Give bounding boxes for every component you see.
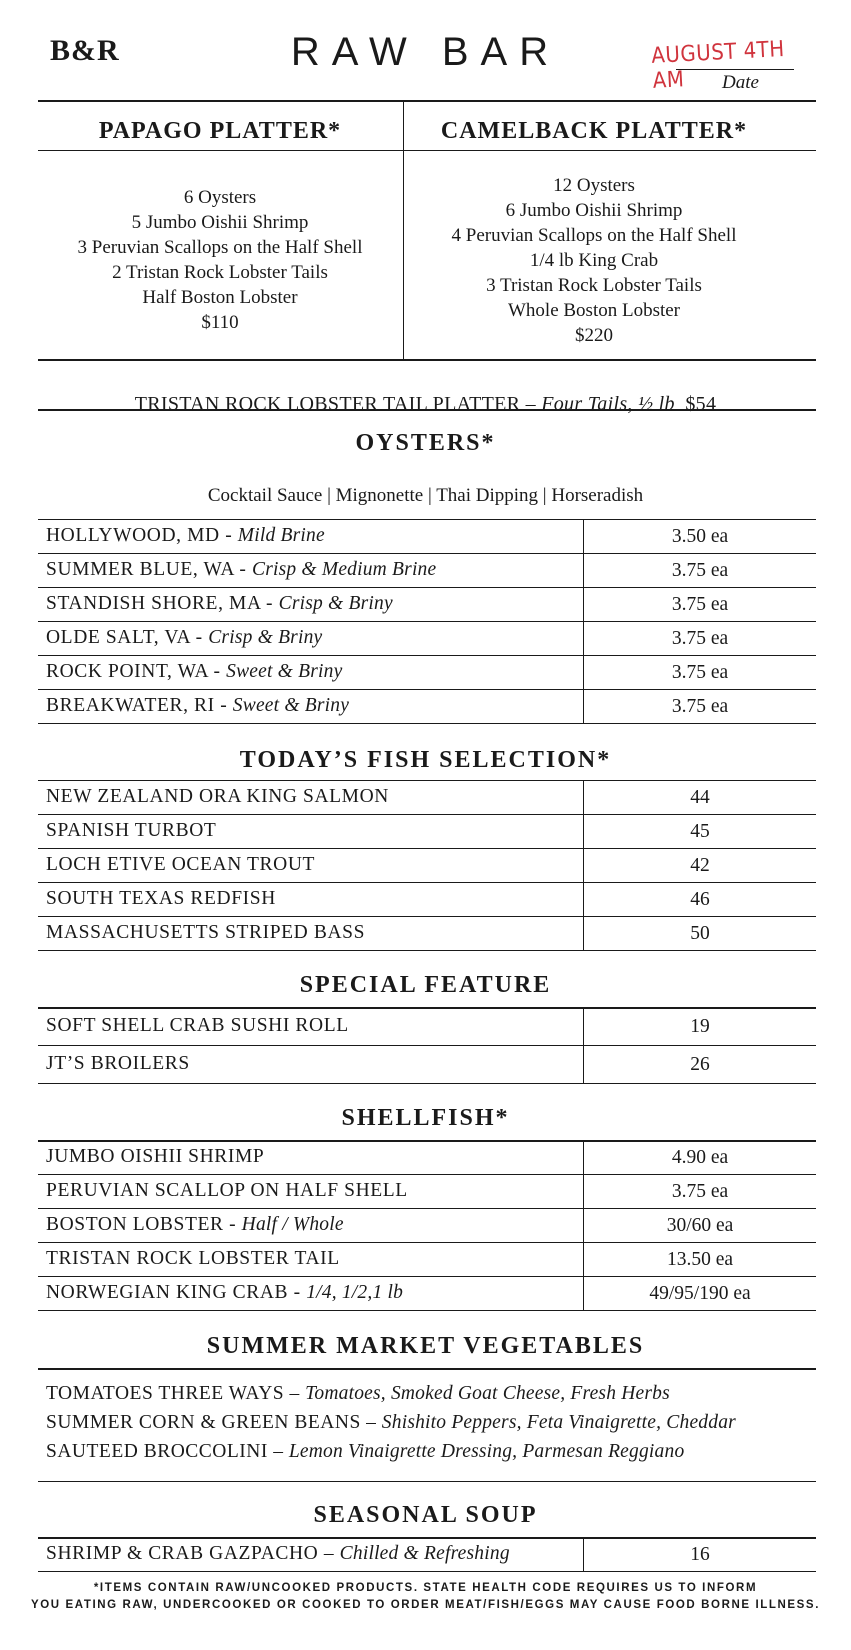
- oyster-row: [38, 554, 816, 588]
- platter-price: $110: [201, 312, 239, 333]
- platter-item: 6 Jumbo Oishii Shrimp: [505, 200, 683, 221]
- item-price: 3.75 ea: [583, 588, 816, 622]
- item-name: SUMMER BLUE, WA -: [46, 559, 252, 580]
- health-disclaimer: [0, 1580, 851, 1614]
- platter-item: 3 Tristan Rock Lobster Tails: [486, 275, 702, 296]
- item-price: 46: [583, 883, 816, 917]
- oyster-row: [38, 656, 816, 690]
- tristan-platter-desc: Four Tails, ½ lb: [541, 393, 675, 415]
- item-name: NORWEGIAN KING CRAB -: [46, 1282, 307, 1303]
- oysters-heading: OYSTERS*: [355, 430, 496, 456]
- camelback-platter-items: [404, 173, 784, 348]
- item-price: 19: [583, 1008, 816, 1046]
- platter-price: $220: [575, 325, 613, 346]
- fish-row: [38, 883, 816, 917]
- platter-item: Whole Boston Lobster: [507, 300, 681, 321]
- item-name: STANDISH SHORE, MA -: [46, 593, 279, 614]
- item-name: TOMATOES THREE WAYS –: [46, 1383, 306, 1404]
- disclaimer-line: YOU EATING RAW, UNDERCOOKED OR COOKED TO ORDER MEAT/FISH/EGGS MAY CAUSE FOOD BORNE ILLNESS.: [30, 1599, 820, 1611]
- platter-item: 12 Oysters: [553, 175, 635, 196]
- item-name: SAUTEED BROCCOLINI –: [46, 1441, 289, 1462]
- item-desc: Crisp & Briny: [208, 627, 323, 648]
- oyster-row: [38, 690, 816, 724]
- item-name: NEW ZEALAND ORA KING SALMON: [46, 786, 389, 807]
- fish-row: [38, 917, 816, 951]
- item-desc: Lemon Vinaigrette Dressing, Parmesan Reggiano: [288, 1441, 685, 1462]
- oyster-row: [38, 622, 816, 656]
- special-row: [38, 1008, 816, 1046]
- tristan-platter-line: [0, 393, 851, 416]
- item-name: SUMMER CORN & GREEN BEANS –: [46, 1412, 382, 1433]
- oyster-row: [38, 520, 816, 554]
- divider: [38, 100, 816, 102]
- item-price: 3.75 ea: [583, 622, 816, 656]
- item-name: SPANISH TURBOT: [46, 820, 217, 841]
- item-desc: Crisp & Medium Brine: [252, 559, 437, 580]
- item-desc: Chilled & Refreshing: [339, 1543, 510, 1564]
- platter-item: 4 Peruvian Scallops on the Half Shell: [451, 225, 737, 246]
- date-underline: [676, 69, 794, 70]
- papago-platter-title: PAPAGO PLATTER*: [98, 118, 342, 144]
- item-name: SHRIMP & CRAB GAZPACHO –: [46, 1543, 340, 1564]
- fish-row: [38, 849, 816, 883]
- oyster-row: [38, 588, 816, 622]
- soup-heading: SEASONAL SOUP: [313, 1502, 538, 1528]
- item-name: ROCK POINT, WA -: [46, 661, 227, 682]
- platter-item: 6 Oysters: [183, 187, 257, 208]
- item-name: HOLLYWOOD, MD -: [46, 525, 238, 546]
- item-name: JT’S BROILERS: [46, 1053, 190, 1074]
- item-desc: Mild Brine: [237, 525, 325, 546]
- item-price: 3.50 ea: [583, 520, 816, 554]
- tristan-platter-name: TRISTAN ROCK LOBSTER TAIL PLATTER: [134, 393, 521, 415]
- item-price: 42: [583, 849, 816, 883]
- item-price: 13.50 ea: [583, 1243, 816, 1277]
- item-name: TRISTAN ROCK LOBSTER TAIL: [46, 1248, 340, 1269]
- item-price: 3.75 ea: [583, 1175, 816, 1209]
- item-name: MASSACHUSETTS STRIPED BASS: [46, 922, 366, 943]
- tristan-platter-price: $54: [685, 393, 717, 415]
- vegetable-item: [46, 1383, 670, 1405]
- item-desc: Half / Whole: [241, 1214, 344, 1235]
- fish-heading: TODAY’S FISH SELECTION*: [239, 747, 612, 773]
- item-price: 44: [583, 781, 816, 815]
- special-row: [38, 1046, 816, 1084]
- item-desc: Sweet & Briny: [226, 661, 343, 682]
- disclaimer-line: *ITEMS CONTAIN RAW/UNCOOKED PRODUCTS. STATE HEALTH CODE REQUIRES US TO INFORM: [93, 1582, 758, 1594]
- date-stamp: AUGUST 4TH AM: [650, 36, 786, 94]
- vegetable-item: [46, 1441, 684, 1463]
- item-desc: 1/4, 1/2,1 lb: [306, 1282, 404, 1303]
- brand-logo: B&R: [50, 34, 120, 67]
- item-name: PERUVIAN SCALLOP ON HALF SHELL: [46, 1180, 408, 1201]
- divider: [38, 359, 816, 361]
- platter-item: 3 Peruvian Scallops on the Half Shell: [77, 237, 363, 258]
- item-desc: Tomatoes, Smoked Goat Cheese, Fresh Herbs: [305, 1383, 670, 1404]
- camelback-platter-title: CAMELBACK PLATTER*: [440, 118, 748, 144]
- shellfish-row: [38, 1277, 816, 1311]
- item-desc: Shishito Peppers, Feta Vinaigrette, Cheddar: [381, 1412, 736, 1433]
- divider: [38, 150, 816, 151]
- platter-item: 2 Tristan Rock Lobster Tails: [112, 262, 328, 283]
- item-price: 26: [583, 1046, 816, 1084]
- shellfish-row: [38, 1243, 816, 1277]
- item-price: 4.90 ea: [583, 1141, 816, 1175]
- shellfish-row: [38, 1175, 816, 1209]
- divider: [38, 1368, 816, 1370]
- platter-item: 5 Jumbo Oishii Shrimp: [131, 212, 309, 233]
- page-title: RAW BAR: [290, 30, 561, 74]
- item-name: BOSTON LOBSTER -: [46, 1214, 242, 1235]
- item-price: 49/95/190 ea: [583, 1277, 816, 1311]
- fish-row: [38, 781, 816, 815]
- item-name: JUMBO OISHII SHRIMP: [46, 1146, 265, 1167]
- shellfish-heading: SHELLFISH*: [341, 1105, 510, 1131]
- papago-platter-items: [30, 185, 410, 335]
- item-desc: Sweet & Briny: [232, 695, 350, 716]
- fish-row: [38, 815, 816, 849]
- tristan-platter-dash: –: [520, 393, 542, 415]
- item-price: 3.75 ea: [583, 690, 816, 724]
- vegetable-item: [46, 1412, 736, 1434]
- item-price: 45: [583, 815, 816, 849]
- divider: [38, 409, 816, 411]
- item-desc: Crisp & Briny: [278, 593, 393, 614]
- shellfish-row: [38, 1141, 816, 1175]
- soup-row: [38, 1538, 816, 1572]
- special-heading: SPECIAL FEATURE: [299, 972, 552, 998]
- item-price: 16: [583, 1538, 816, 1572]
- item-price: 30/60 ea: [583, 1209, 816, 1243]
- vegetables-heading: SUMMER MARKET VEGETABLES: [206, 1333, 645, 1359]
- platter-item: Half Boston Lobster: [142, 287, 298, 308]
- shellfish-row: [38, 1209, 816, 1243]
- item-name: SOFT SHELL CRAB SUSHI ROLL: [46, 1015, 349, 1036]
- item-name: BREAKWATER, RI -: [46, 695, 233, 716]
- date-label: Date: [722, 72, 759, 93]
- item-name: OLDE SALT, VA -: [46, 627, 209, 648]
- item-name: SOUTH TEXAS REDFISH: [46, 888, 276, 909]
- divider: [38, 1481, 816, 1482]
- platter-item: 1/4 lb King Crab: [529, 250, 659, 271]
- oysters-sauces: Cocktail Sauce | Mignonette | Thai Dipping | Horseradish: [207, 485, 644, 506]
- item-price: 3.75 ea: [583, 554, 816, 588]
- item-price: 3.75 ea: [583, 656, 816, 690]
- item-price: 50: [583, 917, 816, 951]
- item-name: LOCH ETIVE OCEAN TROUT: [46, 854, 316, 875]
